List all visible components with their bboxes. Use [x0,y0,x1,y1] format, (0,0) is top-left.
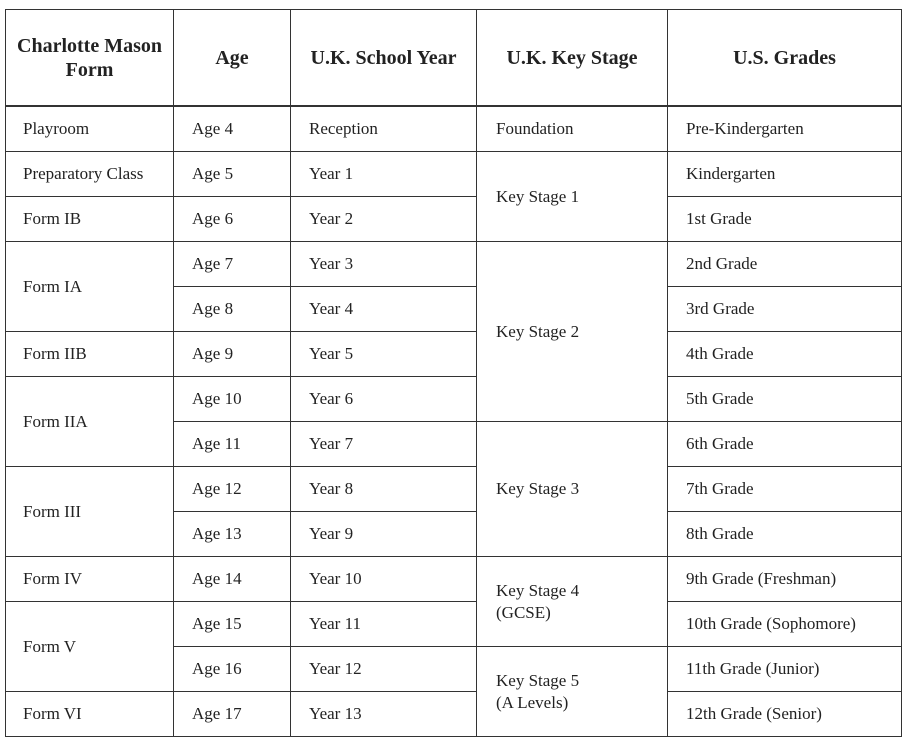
table-row [6,106,902,152]
table-wrapper [5,9,902,737]
table-row [6,332,902,377]
age-cell: Age 11 [174,422,291,467]
uk-year-cell: Year 2 [291,197,477,242]
key-stage-cell [477,422,668,557]
uk-year-cell: Year 12 [291,647,477,692]
us-grade-cell: 3rd Grade [668,287,902,332]
age-cell: Age 12 [174,467,291,512]
table-row [6,242,902,287]
form-cell: Form VI [6,692,174,737]
key-stage-label: Key Stage 2 [496,321,580,341]
uk-year-cell: Year 6 [291,377,477,422]
header-uk-school-year: U.K. School Year [291,10,477,107]
uk-year-cell: Year 8 [291,467,477,512]
key-stage-sublabel: (GCSE) [496,602,551,622]
header-age: Age [174,10,291,107]
age-cell: Age 15 [174,602,291,647]
us-grade-cell: Pre-Kindergarten [668,106,902,152]
key-stage-cell [477,647,668,737]
age-cell: Age 13 [174,512,291,557]
form-cell: Preparatory Class [6,152,174,197]
uk-year-cell: Year 11 [291,602,477,647]
table-row [6,197,902,242]
key-stage-label: Key Stage 1 [496,186,580,206]
us-grade-cell: 5th Grade [668,377,902,422]
us-grade-cell: 2nd Grade [668,242,902,287]
key-stage-label: Key Stage 4 [496,580,580,600]
form-cell: Playroom [6,106,174,152]
form-cell: Form IIA [6,377,174,467]
uk-year-cell: Reception [291,106,477,152]
age-cell: Age 6 [174,197,291,242]
us-grade-cell: 4th Grade [668,332,902,377]
age-cell: Age 9 [174,332,291,377]
uk-year-cell: Year 3 [291,242,477,287]
header-us-grades: U.S. Grades [668,10,902,107]
uk-year-cell: Year 13 [291,692,477,737]
us-grade-cell: 10th Grade (Sophomore) [668,602,902,647]
us-grade-cell: 7th Grade [668,467,902,512]
key-stage-cell [477,106,668,152]
age-cell: Age 10 [174,377,291,422]
uk-year-cell: Year 10 [291,557,477,602]
header-row [6,10,902,107]
key-stage-label: Foundation [496,119,574,138]
form-cell: Form V [6,602,174,692]
key-stage-cell [477,242,668,422]
uk-year-cell: Year 7 [291,422,477,467]
form-cell: Form III [6,467,174,557]
age-cell: Age 5 [174,152,291,197]
table-row [6,602,902,647]
us-grade-cell: 6th Grade [668,422,902,467]
us-grade-cell: 1st Grade [668,197,902,242]
key-stage-label: Key Stage 3 [496,479,580,498]
uk-year-cell: Year 1 [291,152,477,197]
form-cell: Form IIB [6,332,174,377]
table-row [6,377,902,422]
table-row [6,152,902,197]
age-cell: Age 16 [174,647,291,692]
header-uk-key-stage: U.K. Key Stage [477,10,668,107]
age-cell: Age 14 [174,557,291,602]
form-cell: Form IV [6,557,174,602]
age-cell: Age 4 [174,106,291,152]
header-charlotte-mason-form: Charlotte Mason Form [6,10,174,107]
table-row [6,557,902,602]
us-grade-cell: 8th Grade [668,512,902,557]
form-cell: Form IA [6,242,174,332]
key-stage-label: Key Stage 5 [496,670,580,690]
us-grade-cell: 11th Grade (Junior) [668,647,902,692]
uk-year-cell: Year 5 [291,332,477,377]
table-row [6,467,902,512]
key-stage-cell [477,152,668,242]
us-grade-cell: Kindergarten [668,152,902,197]
age-cell: Age 17 [174,692,291,737]
form-cell: Form IB [6,197,174,242]
key-stage-sublabel: (A Levels) [496,692,569,712]
us-grade-cell: 12th Grade (Senior) [668,692,902,737]
school-year-comparison-table [5,9,902,737]
table-row [6,692,902,737]
us-grade-cell: 9th Grade (Freshman) [668,557,902,602]
uk-year-cell: Year 9 [291,512,477,557]
age-cell: Age 8 [174,287,291,332]
age-cell: Age 7 [174,242,291,287]
uk-year-cell: Year 4 [291,287,477,332]
key-stage-cell [477,557,668,647]
